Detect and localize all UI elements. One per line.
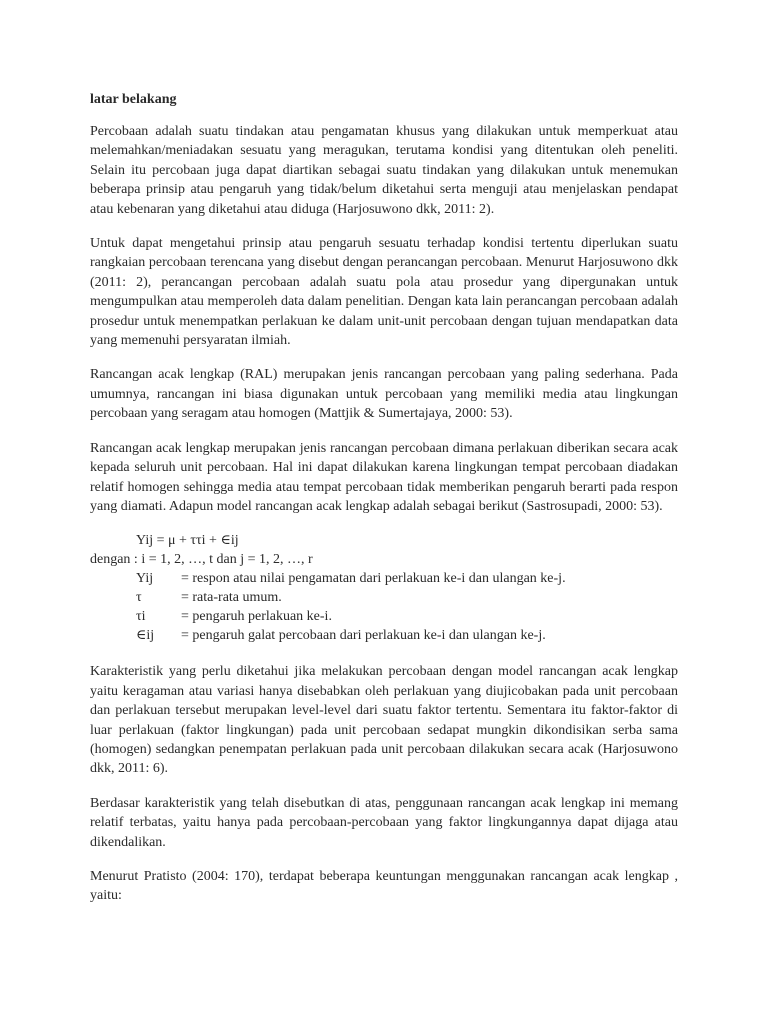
- formula-definition: [90, 569, 678, 588]
- paragraph: Karakteristik yang perlu diketahui jika melakukan percobaan dengan model rancangan acak lengkap yaitu keragaman atau variasi hanya disebabkan oleh perlakuan yang diujicobakan pada unit percobaan dan perlakuan tersebut merupakan level-level dari suatu faktor tertentu. Sementara itu faktor-faktor di luar perlakuan (faktor lingkungan) pada unit percobaan sedapat mungkin dikondisikan serba sama (homogen) sedangkan penempatan perlakuan pada unit percobaan dilakukan secara acak (Harjosuwono dkk, 2011: 6).: [90, 664, 678, 777]
- paragraph: Percobaan adalah suatu tindakan atau pengamatan khusus yang dilakukan untuk memperkuat atau melemahkan/meniadakan sesuatu yang meragukan, terutama kondisi yang ditentukan oleh peneliti. Selain itu percobaan juga dapat diartikan sebagai suatu tindakan yang dilakukan untuk menemukan beberapa prinsip atau pengaruh yang tidak/belum diketahui serta menguji atau menjelaskan pendapat atau kebenaran yang diketahui atau diduga (Harjosuwono dkk, 2011: 2).: [90, 124, 678, 217]
- document-page: [90, 91, 678, 921]
- model-formula: [90, 531, 678, 645]
- paragraph: Berdasar karakteristik yang telah disebutkan di atas, penggunaan rancangan acak lengkap ini memang relatif terbatas, yaitu hanya pada percobaan-percobaan yang faktor lingkungannya dapat dijaga atau dikendalikan.: [90, 795, 678, 850]
- definition-symbol: τ: [136, 590, 142, 606]
- definition-symbol: ∈ij: [136, 628, 155, 644]
- formula-definition: [90, 626, 678, 645]
- formula-index-line: dengan : i = 1, 2, …, t dan j = 1, 2, …, r: [90, 552, 313, 568]
- definition-symbol: Yij: [136, 571, 154, 587]
- definition-text: = respon atau nilai pengamatan dari perlakuan ke-i dan ulangan ke-j.: [181, 571, 566, 587]
- paragraph: Rancangan acak lengkap (RAL) merupakan jenis rancangan percobaan yang paling sederhana. Pada umumnya, rancangan ini biasa digunakan untuk percobaan yang memiliki media atau lingkungan percobaan yang seragam atau homogen (Mattjik & Sumertajaya, 2000: 53).: [90, 367, 678, 422]
- formula-equation: Yij = μ + ττi + ∈ij: [136, 533, 239, 549]
- section-heading: latar belakang: [90, 92, 177, 107]
- paragraph: Menurut Pratisto (2004: 170), terdapat beberapa keuntungan menggunakan rancangan acak lengkap , yaitu:: [90, 868, 678, 904]
- paragraph: Untuk dapat mengetahui prinsip atau pengaruh sesuatu terhadap kondisi tertentu diperlukan suatu rangkaian percobaan terencana yang disebut dengan perancangan percobaan. Menurut Harjosuwono dkk (2011: 2), perancangan percobaan adalah suatu pola atau prosedur yang dipergunakan untuk mengumpulkan atau memperoleh data dalam penelitian. Dengan kata lain perancangan percobaan adalah prosedur untuk menempatkan perlakuan ke dalam unit-unit percobaan dengan tujuan mendapatkan data yang memenuhi persyaratan ilmiah.: [90, 236, 678, 349]
- definition-text: = pengaruh galat percobaan dari perlakuan ke-i dan ulangan ke-j.: [181, 628, 546, 644]
- formula-definition: [90, 588, 678, 607]
- definition-symbol: τi: [136, 609, 146, 625]
- formula-definition: [90, 607, 678, 626]
- paragraph: Rancangan acak lengkap merupakan jenis rancangan percobaan dimana perlakuan diberikan secara acak kepada seluruh unit percobaan. Hal ini dapat dilakukan karena lingkungan tempat percobaan diadakan relatif homogen sehingga media atau tempat percobaan tidak memberikan pengaruh berarti pada respon yang diamati. Adapun model rancangan acak lengkap adalah sebagai berikut (Sastrosupadi, 2000: 53).: [90, 440, 678, 514]
- definition-text: = pengaruh perlakuan ke-i.: [181, 609, 332, 625]
- definition-text: = rata-rata umum.: [181, 590, 282, 606]
